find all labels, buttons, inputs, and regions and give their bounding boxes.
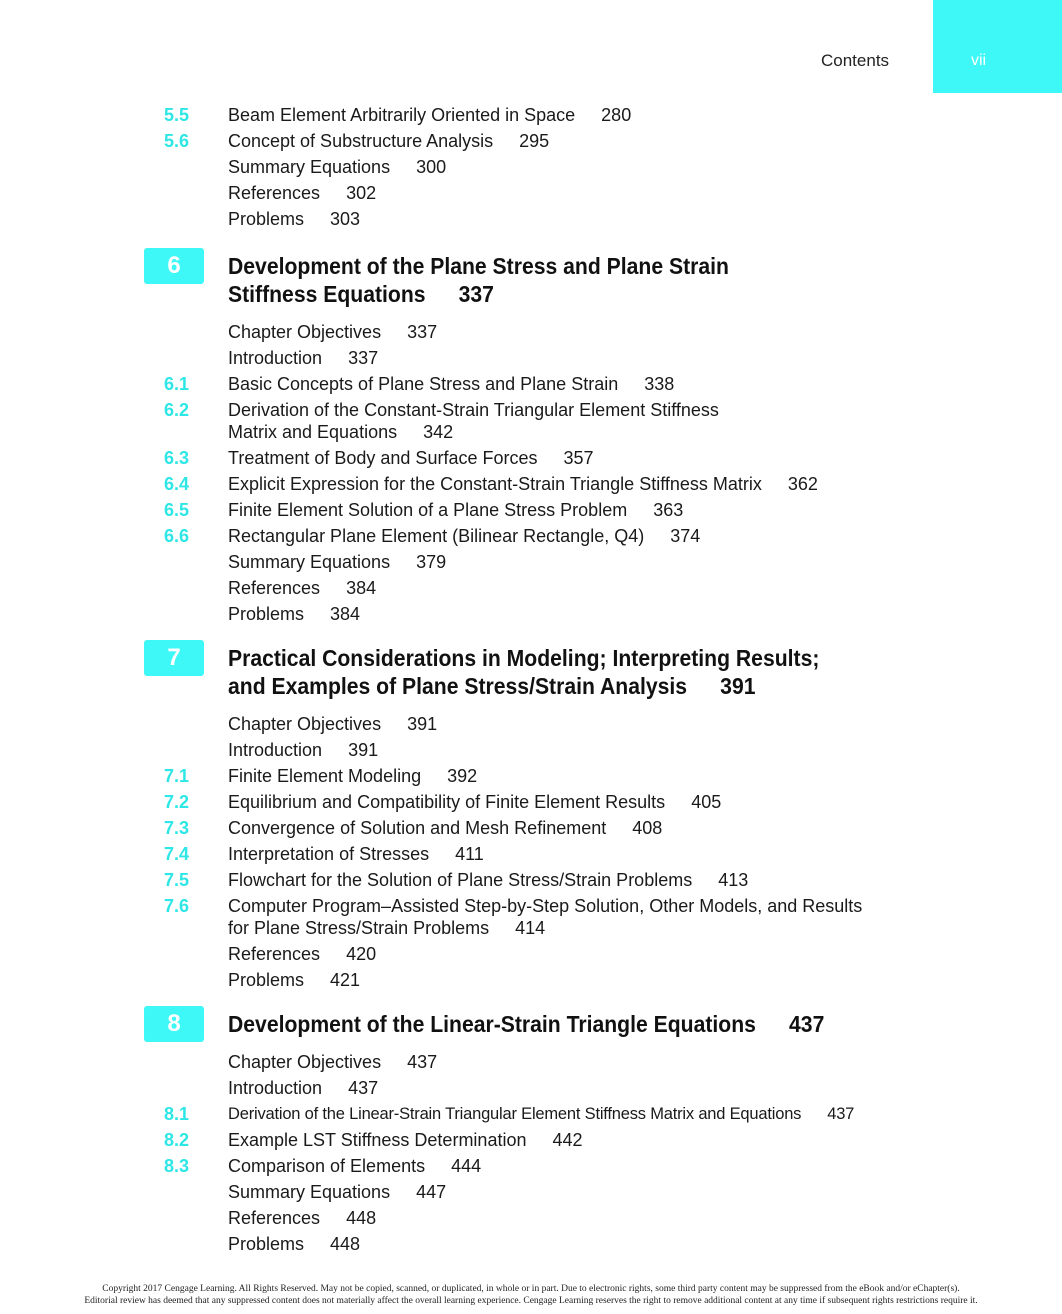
section-number: 6.1 [164,374,190,394]
section-number: 7.2 [164,792,190,812]
entry-title: Problems 448 [228,1234,361,1254]
entry-title [228,895,862,939]
entry-title: Rectangular Plane Element (Bilinear Rectangle, Q4) 374 [228,526,701,546]
copyright-line-1: Copyright 2017 Cengage Learning. All Rights Reserved. May not be copied, scanned, or duplicated, in whole or in part. Due to electronic rights, some third party content may be suppressed from the eBook and/or eChapter(s). [102,1284,960,1294]
section-number: 5.6 [164,131,190,151]
chapter-title [228,644,819,700]
entry-page: 362 [787,474,818,494]
section-number: 6.5 [164,500,190,520]
chapter-number-badge: 7 [144,640,204,676]
entry-title: References 420 [228,944,377,964]
entry-title: Convergence of Solution and Mesh Refinement 408 [228,818,663,838]
entry-page: 379 [416,552,447,572]
chapter-title-line: and Examples of Plane Stress/Strain Analysis 391 [228,673,756,699]
entry-title: Flowchart for the Solution of Plane Stress/Strain Problems 413 [228,870,749,890]
entry-page: 391 [348,740,379,760]
entry-page: 408 [632,818,663,838]
section-number: 7.3 [164,818,190,838]
section-number: 8.3 [164,1156,190,1176]
entry-title: Introduction 437 [228,1078,379,1098]
entry-title-line: Derivation of the Constant-Strain Triangular Element Stiffness [228,400,719,420]
entry-page: 414 [515,918,546,938]
entry-page: 391 [407,714,438,734]
entry-title: Finite Element Solution of a Plane Stress Problem 363 [228,500,684,520]
chapter-title-line: Stiffness Equations 337 [228,281,494,307]
entry-page: 374 [670,526,701,546]
entry-title: References 384 [228,578,377,598]
entry-title: References 302 [228,183,377,203]
entry-title: Chapter Objectives 391 [228,714,438,734]
entry-page: 442 [552,1130,583,1150]
entry-title-line: Matrix and Equations 342 [228,422,454,442]
entry-page: 421 [330,970,361,990]
entry-title-line: Computer Program–Assisted Step-by-Step Solution, Other Models, and Results [228,896,863,916]
entry-page: 337 [348,348,379,368]
entry-title: Introduction 391 [228,740,379,760]
section-number: 6.6 [164,526,190,546]
section-number: 7.4 [164,844,190,864]
entry-title: Problems 421 [228,970,361,990]
entry-title: Problems 303 [228,209,361,229]
entry-page: 437 [348,1078,379,1098]
entry-title: Finite Element Modeling 392 [228,766,478,786]
entry-page: 384 [346,578,377,598]
section-number: 6.2 [164,400,190,420]
section-number: 7.5 [164,870,190,890]
entry-page: 302 [346,183,377,203]
section-number: 6.4 [164,474,190,494]
chapter-page: 337 [458,281,494,307]
entry-title: Derivation of the Linear-Strain Triangular Element Stiffness Matrix and Equations 437 [228,1105,855,1123]
entry-page: 300 [416,157,447,177]
entry-title: Problems 384 [228,604,361,624]
entry-title: Interpretation of Stresses 411 [228,844,484,864]
entry-title: Example LST Stiffness Determination 442 [228,1130,583,1150]
entry-title: Chapter Objectives 337 [228,322,438,342]
entry-title: References 448 [228,1208,377,1228]
entry-page: 420 [346,944,377,964]
entry-page: 392 [447,766,478,786]
chapter-page: 437 [789,1011,825,1037]
entry-page: 444 [451,1156,482,1176]
entry-title: Summary Equations 379 [228,552,447,572]
entry-title: Equilibrium and Compatibility of Finite Element Results 405 [228,792,722,812]
entry-title: Concept of Substructure Analysis 295 [228,131,550,151]
entry-page: 303 [330,209,361,229]
entry-page: 338 [644,374,675,394]
entry-title: Summary Equations 300 [228,157,447,177]
section-number: 5.5 [164,105,190,125]
entry-page: 357 [563,448,594,468]
entry-title: Introduction 337 [228,348,379,368]
chapter-title-line: Development of the Plane Stress and Plane Strain [228,253,729,279]
chapter-title: Development of the Linear-Strain Triangle Equations 437 [228,1011,825,1037]
section-number: 6.3 [164,448,190,468]
entry-title: Treatment of Body and Surface Forces 357 [228,448,594,468]
entry-title [228,399,719,443]
entry-page: 448 [346,1208,377,1228]
entry-page: 337 [407,322,438,342]
entry-page: 295 [519,131,550,151]
chapter-title [228,252,729,308]
entry-title: Explicit Expression for the Constant-Strain Triangle Stiffness Matrix 362 [228,474,818,494]
entry-page: 437 [827,1105,855,1123]
entry-page: 411 [455,844,484,864]
entry-title: Basic Concepts of Plane Stress and Plane Strain 338 [228,374,675,394]
chapter-number-badge: 6 [144,248,204,284]
entry-page: 363 [653,500,684,520]
entry-title: Chapter Objectives 437 [228,1052,438,1072]
chapter-title-line: Practical Considerations in Modeling; Interpreting Results; [228,645,820,671]
entry-page: 280 [601,105,632,125]
section-number: 8.1 [164,1104,190,1124]
entry-page: 447 [416,1182,447,1202]
entry-page: 448 [330,1234,361,1254]
entry-page: 342 [423,422,454,442]
running-header: Contents [821,51,890,70]
copyright-line-2: Editorial review has deemed that any suppressed content does not materially affect the overall learning experience. Cengage Learning reserves the right to remove additional content at any time if subsequent rights restrictions require it. [84,1296,978,1306]
entry-title-line: for Plane Stress/Strain Problems 414 [228,918,546,938]
entry-page: 405 [691,792,722,812]
entry-page: 384 [330,604,361,624]
entry-title: Summary Equations 447 [228,1182,447,1202]
entry-page: 437 [407,1052,438,1072]
entry-page: 413 [718,870,749,890]
chapter-number-badge: 8 [144,1006,204,1042]
page-number: vii [971,52,987,69]
entry-title: Beam Element Arbitrarily Oriented in Space 280 [228,105,632,125]
section-number: 7.1 [164,766,190,786]
section-number: 8.2 [164,1130,190,1150]
section-number: 7.6 [164,896,190,916]
copyright-footer [0,1283,1062,1307]
page-number-tab [933,0,1062,93]
entry-title: Comparison of Elements 444 [228,1156,482,1176]
chapter-page: 391 [720,673,756,699]
